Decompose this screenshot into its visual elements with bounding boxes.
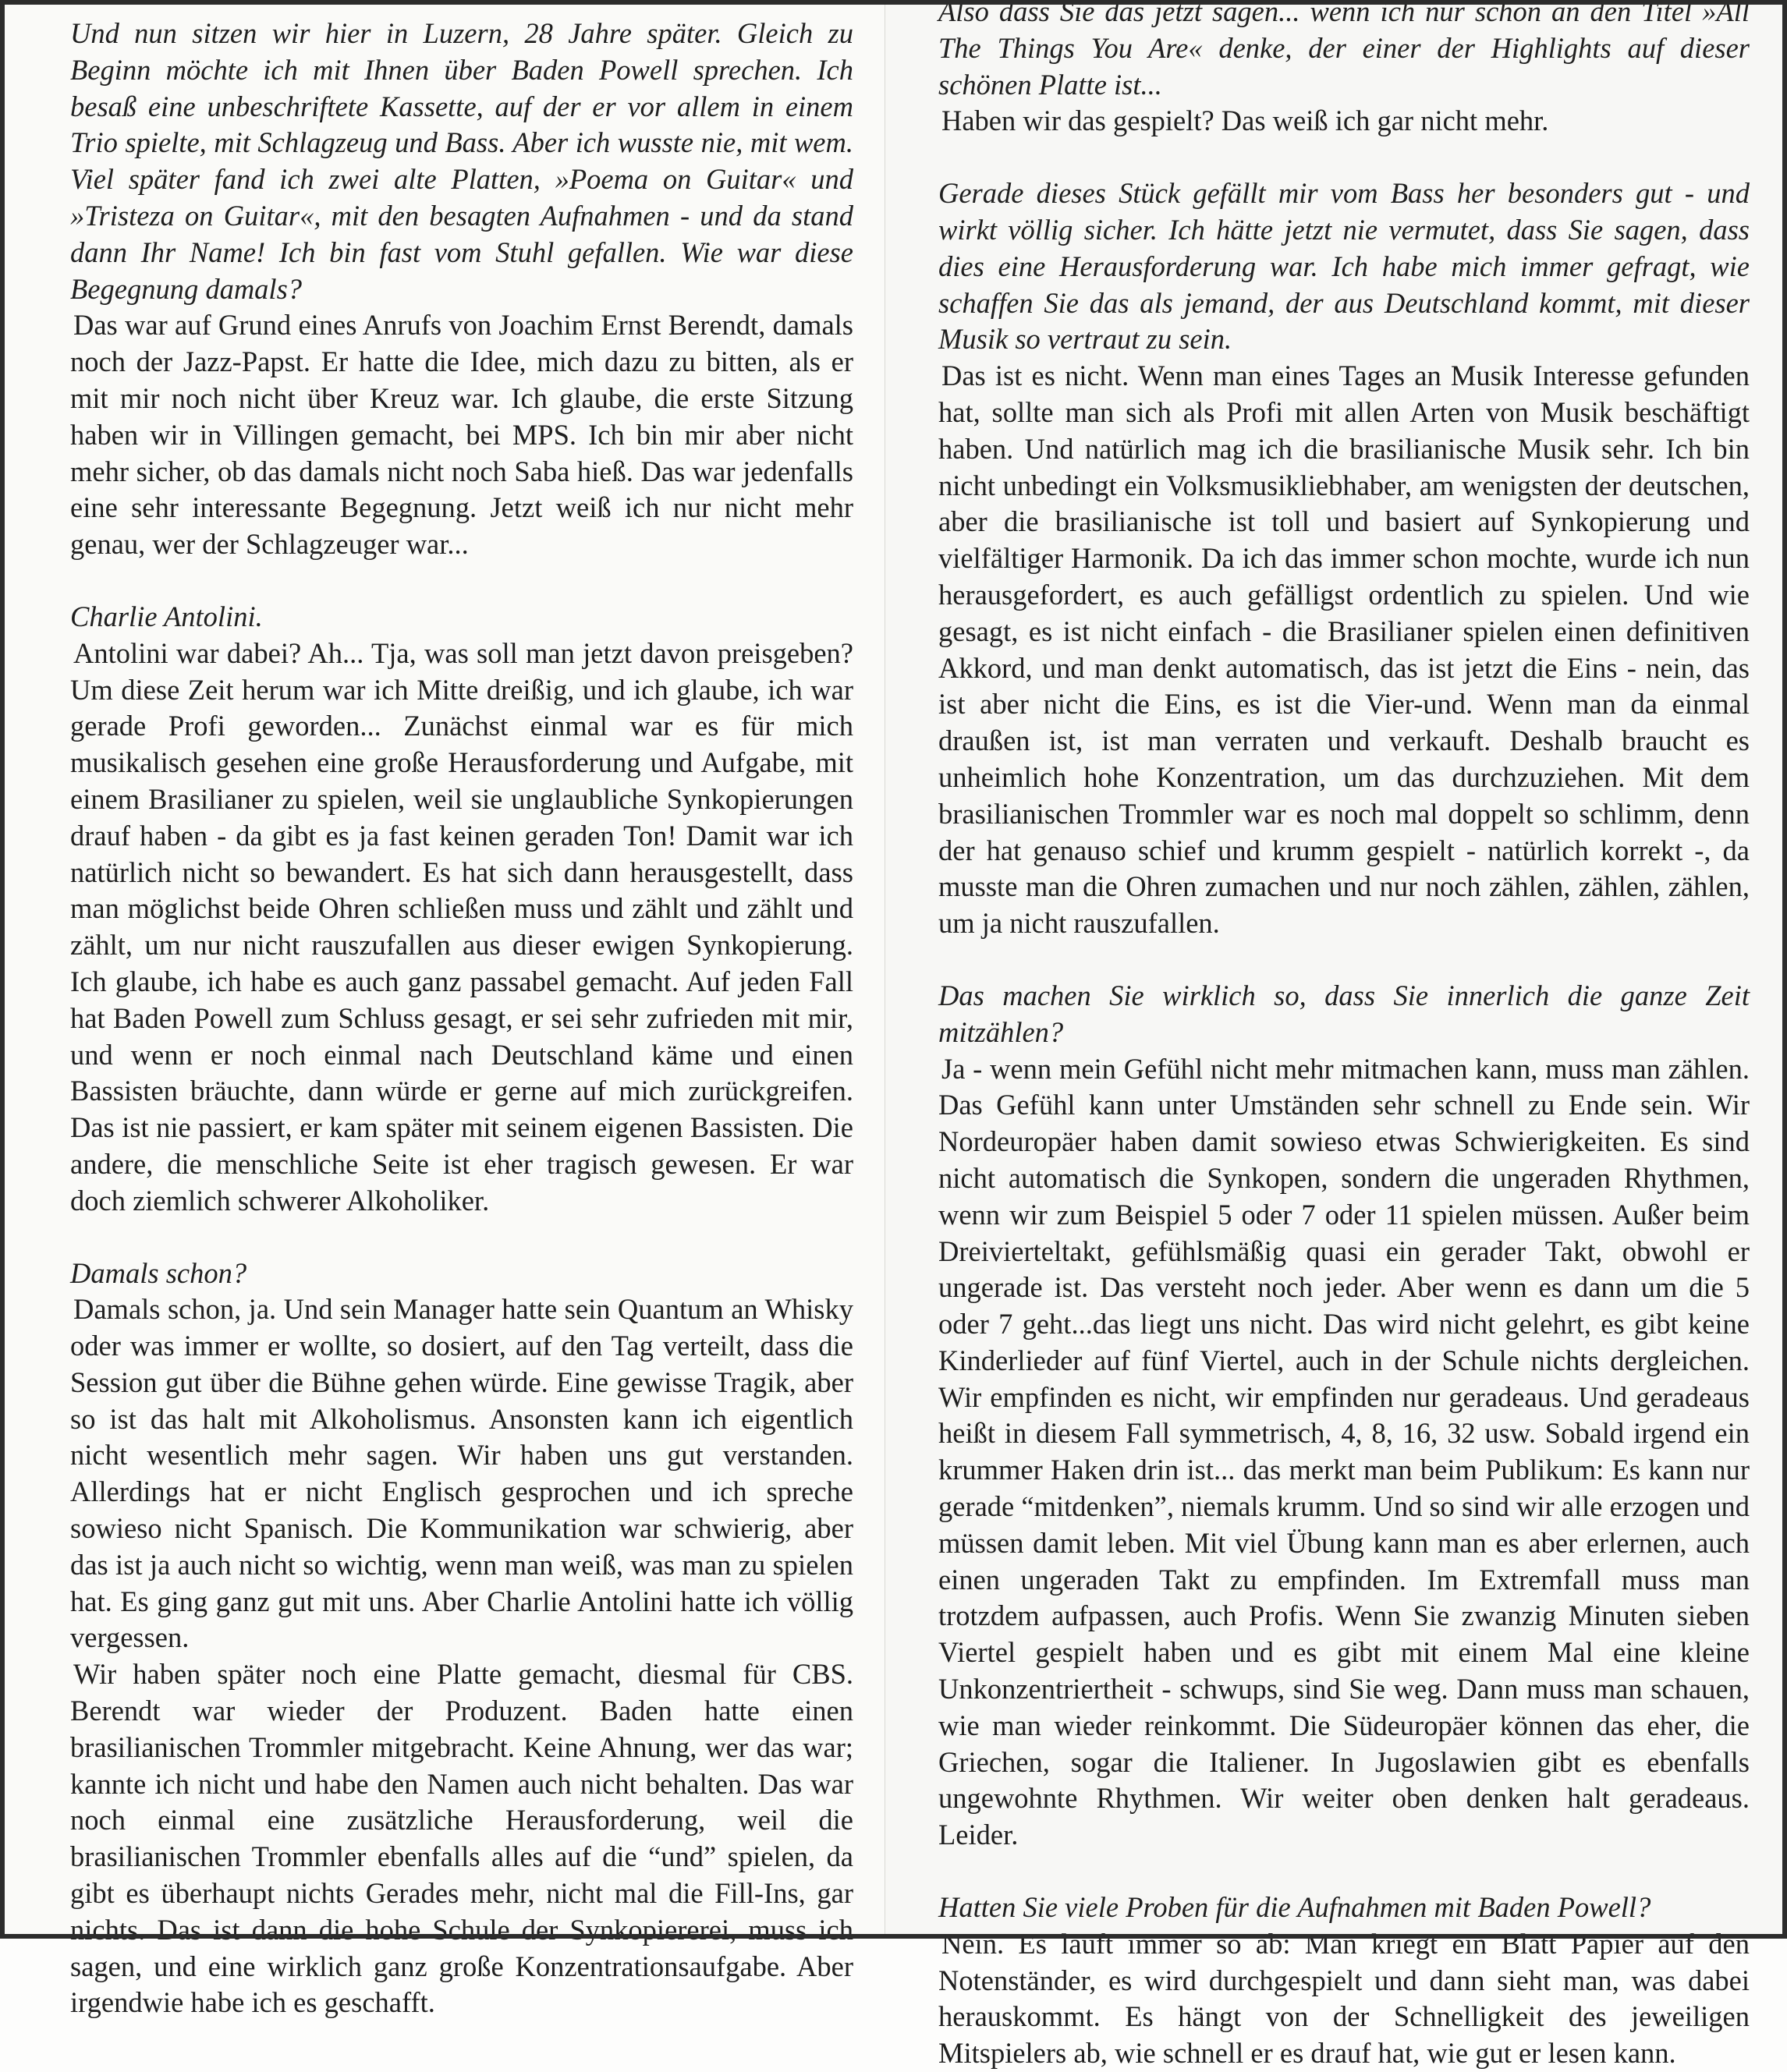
answer-paragraph: Wir haben später noch eine Platte gemacht, diesmal für CBS. Berendt war wieder der Produzent. Baden hatte einen brasilianischen Trommler mitgebracht. Keine Ahnung, wer das war; kannte ich nicht und habe den Namen auch nicht behalten. Das war noch einmal eine zusätzliche Herausforderung, weil die brasilianischen Trommler ebenfalls alles auf die “und” spielen, da gibt es überhaupt nichts Gerades mehr, nicht mal die Fill-Ins, gar nichts. Das ist dann die hohe Schule der Synkopiererei, muss ich sagen, und eine wirklich ganz große Konzentrationsaufgabe. Aber irgendwie habe ich es geschafft. [70,1658,853,2019]
answer-paragraph: Das ist es nicht. Wenn man eines Tages an Musik Interesse gefunden hat, sollte man sich als Profi mit allen Arten von Musik beschäftigt haben. Und natürlich mag ich die brasilianische Musik sehr. Ich bin nicht unbedingt ein Volksmusikliebhaber, am wenigsten der deutschen, aber die brasilianische ist toll und basiert auf Synkopierung und vielfältiger Harmonik. Da ich das immer schon mochte, wurde ich nun herausgefordert, es auch gefälligst ordentlich zu spielen. Und wie gesagt, es ist nicht einfach - die Brasilianer spielen einen definitiven Akkord, und man denkt automatisch, das ist jetzt die Eins - nein, das ist aber nicht die Eins, es ist die Vier-und. Wenn man da einmal draußen ist, ist man verraten und verkauft. Deshalb braucht es unheimlich hohe Konzentration, um das durchzuziehen. Mit dem brasilianischen Trommler war es noch mal doppelt so schlimm, denn der hat genauso schief und krumm gespielt - natürlich korrekt -, da musste man die Ohren zumachen und nur noch zählen, zählen, zählen, um ja nicht rauszufallen. [938,360,1750,940]
question-paragraph: Gerade dieses Stück gefällt mir vom Bass her besonders gut - und wirkt völlig sicher. Ich hätte jetzt nie vermutet, dass Sie sagen, dass dies eine Herausforderung war. Ich habe mich immer gefragt, wie schaffen Sie das als jemand, der aus Deutschland kommt, mit dieser Musik so vertraut zu sein. [938,177,1750,356]
answer-paragraph: Haben wir das gespielt? Das weiß ich gar nicht mehr. [941,104,1549,137]
question-paragraph: Also dass Sie das jetzt sagen... wenn ich nur schon an den Titel »All The Things You Are« denke, der einer der Highlights auf dieser schönen Platte ist... [938,0,1750,101]
answer-paragraph: Das war auf Grund eines Anrufs von Joachim Ernst Berendt, damals noch der Jazz-Papst. Er hatte die Idee, mich dazu zu bitten, als er mit mir noch nicht über Kreuz war. Ich glaube, die erste Sitzung haben wir in Villingen gemacht, bei MPS. Ich bin mir aber nicht mehr sicher, ob das damals nicht noch Saba hieß. Das war jedenfalls eine sehr interessante Begegnung. Jetzt weiß ich nur nicht mehr genau, wer der Schlagzeuger war... [70,309,853,561]
section-gap [938,1854,1750,1890]
answer-paragraph: Antolini war dabei? Ah... Tja, was soll man jetzt davon preisgeben? Um diese Zeit herum war ich Mitte dreißig, und ich glaube, ich war gerade Profi geworden... Zunächst einmal war es für mich musikalisch gesehen eine große Herausforderung und Aufgabe, mit einem Brasilianer zu spielen, weil sie unglaubliche Synkopierungen drauf haben - da gibt es ja fast keinen geraden Ton! Damit war ich natürlich nicht so bewandert. Es hat sich dann herausgestellt, dass man möglichst beide Ohren schließen muss und zählt und zählt und zählt, um nur nicht rauszufallen aus dieser ewigen Synkopierung. Ich glaube, ich habe es auch ganz passabel gemacht. Auf jeden Fall hat Baden Powell zum Schluss gesagt, er sei sehr zufrieden mit mir, und wenn er noch einmal nach Deutschland käme und einen Bassisten bräuchte, dann würde er gerne auf mich zurückgreifen. Das ist nie passiert, er kam später mit seinem eigenen Bassisten. Die andere, die menschliche Seite ist eher tragisch gewesen. Er war doch ziemlich schwerer Alkoholiker. [70,636,853,1217]
answer-paragraph: Nein. Es läuft immer so ab: Man kriegt ein Blatt Papier auf den Notenständer, es wird durchgespielt und dann sieht man, was dabei herauskommt. Es hängt von der Schnelligkeit des jeweiligen Mitspielers ab, wie schnell er es drauf hat, wie gut er lesen kann. [938,1927,1750,2070]
section-gap [938,942,1750,978]
left-column [70,16,853,2021]
section-gap [70,1220,853,1256]
question-paragraph: Und nun sitzen wir hier in Luzern, 28 Jahre später. Gleich zu Beginn möchte ich mit Ihnen über Baden Powell sprechen. Ich besaß eine unbeschriftete Kassette, auf der er vor allem in einem Trio spielte, mit Schlagzeug und Bass. Aber ich wusste nie, mit wem. Viel später fand ich zwei alte Platten, »Poema on Guitar« und »Tristeza on Guitar«, mit den besagten Aufnahmen - und da stand dann Ihr Name! Ich bin fast vom Stuhl gefallen. Wie war diese Begegnung damals? [70,17,853,305]
right-page [885,0,1787,2070]
right-column [938,0,1750,2072]
answer-paragraph: Damals schon, ja. Und sein Manager hatte sein Quantum an Whisky oder was immer er wollte, so dosiert, auf den Tag verteilt, dass die Session gut über die Bühne gehen würde. Eine gewisse Tragik, aber so ist das halt mit Alkoholismus. Ansonsten kann ich eigentlich nicht wesentlich mehr sagen. Wir haben uns gut verstanden. Allerdings hat er nicht Englisch gesprochen und ich spreche sowieso nicht Spanisch. Die Kommunikation war schwierig, aber das ist ja auch nicht so wichtig, wenn man weiß, was man zu spielen hat. Es ging ganz gut mit uns. Aber Charlie Antolini hatte ich völlig vergessen. [70,1293,853,1654]
section-gap [70,563,853,599]
question-paragraph: Charlie Antolini. [70,600,263,632]
question-paragraph: Das machen Sie wirklich so, dass Sie innerlich die ganze Zeit mitzählen? [938,979,1750,1048]
question-paragraph: Damals schon? [70,1256,247,1289]
answer-paragraph: Ja - wenn mein Gefühl nicht mehr mitmachen kann, muss man zählen. Das Gefühl kann unter Umständen sehr schnell zu Ende sein. Wir Nordeuropäer haben damit sowieso etwas Schwierigkeiten. Es sind nicht automatisch die Synkopen, sondern die ungeraden Rhythmen, wenn wir zum Beispiel 5 oder 7 oder 11 spielen müssen. Außer beim Dreivierteltakt, gefühlsmäßig quasi ein gerader Takt, obwohl er ungerade ist. Das versteht noch jeder. Aber wenn es dann um die 5 oder 7 geht...das liegt uns nicht. Das wird nicht gelehrt, es gibt keine Kinderlieder auf fünf Viertel, auch in der Schule nichts dergleichen. Wir empfinden es nicht, wir empfinden nur geradeaus. Und geradeaus heißt in diesem Fall symmetrisch, 4, 8, 16, 32 usw. Sobald irgend ein krummer Haken drin ist... das merkt man beim Publikum: Es kann nur gerade “mitdenken”, niemals krumm. Und so sind wir alle erzogen und müssen damit leben. Mit viel Übung kann man es aber erlernen, auch einen ungeraden Takt zu empfinden. Im Extremfall muss man trotzdem aufpassen, auch Profis. Wenn Sie zwanzig Minuten sieben Viertel gespielt haben und es gibt mit einem Mal eine kleine Unkonzentriertheit - schwups, sind Sie weg. Dann muss man schauen, wie man wieder reinkommt. Die Südeuropäer können das eher, die Griechen, sogar die Italiener. In Jugoslawien gibt es ebenfalls ungewohnte Rhythmen. Wir weiter oben denken halt geradeaus. Leider. [938,1052,1750,1851]
left-page [0,0,885,2019]
section-gap [938,140,1750,175]
question-paragraph: Hatten Sie viele Proben für die Aufnahmen mit Baden Powell? [938,1891,1651,1924]
